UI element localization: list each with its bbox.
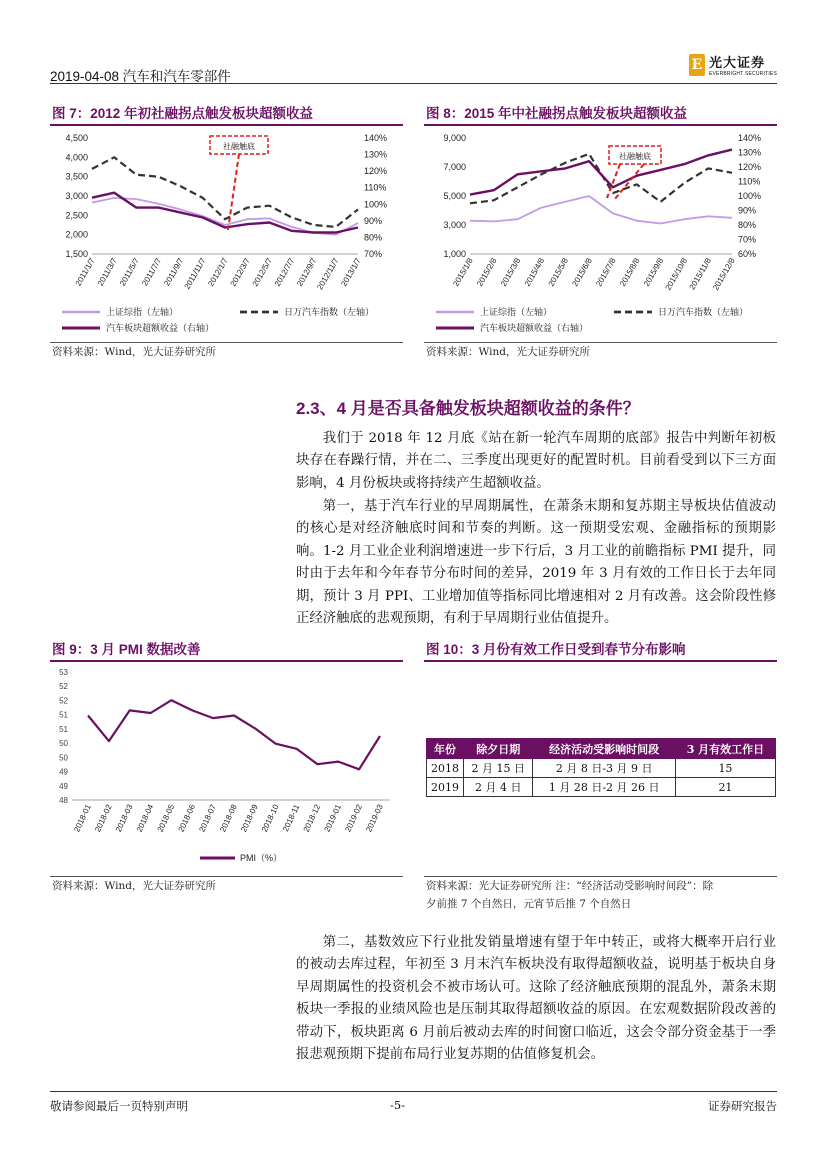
table-header-row: [427, 739, 776, 759]
legend-label: 上证综指（左轴）: [480, 307, 553, 317]
fig9-source: 资料来源：Wind，光大证券研究所: [52, 880, 216, 892]
y-right-tick-label: 130%: [364, 149, 388, 160]
x-tick-label: 2015/4/8: [522, 256, 547, 288]
fig8-annotation-arrow-2: [614, 164, 644, 200]
y-right-tick-label: 80%: [738, 220, 757, 230]
y-right-tick-label: 120%: [738, 162, 762, 172]
x-tick-label: 2015/9/8: [641, 256, 666, 288]
series-line: [470, 196, 732, 224]
x-tick-label: 2015/5/8: [546, 256, 571, 288]
footer-disclaimer-link: 敬请参阅最后一页特别声明: [50, 1099, 188, 1113]
y-right-tick-label: 80%: [364, 232, 383, 243]
fig8-title: 图 8：2015 年中社融拐点触发板块超额收益: [426, 106, 688, 121]
y-right-tick-label: 100%: [738, 191, 762, 201]
y-tick-label: 48: [59, 796, 68, 805]
y-right-tick-label: 90%: [738, 205, 757, 216]
fig9-title: 图 9：3 月 PMI 数据改善: [52, 642, 201, 657]
y-left-tick-label: 2,500: [65, 210, 88, 221]
x-tick-label: 2011/7/7: [140, 256, 164, 288]
y-right-tick-label: 120%: [364, 166, 388, 177]
page-number: -5-: [390, 1098, 406, 1112]
y-tick-label: 50: [59, 753, 68, 763]
x-tick-label: 2015/11/8: [687, 256, 713, 292]
series-line: [470, 150, 732, 195]
x-tick-label: 2011/9/7: [162, 256, 186, 288]
fig7-source-rule: [50, 342, 403, 343]
x-tick-label: 2015/8/8: [618, 256, 642, 288]
x-tick-label: 2015/2/8: [475, 256, 499, 288]
y-left-tick-label: 7,000: [443, 162, 466, 172]
series-line: [88, 700, 380, 769]
table-cell: 21: [675, 778, 775, 797]
y-left-tick-label: 3,500: [65, 171, 88, 182]
section-title: 2.3、4 月是否具备触发板块超额收益的条件？: [296, 399, 640, 418]
x-tick-label: 2018-08: [218, 803, 239, 834]
legend-label: 汽车板块超额收益（右轴）: [480, 323, 589, 333]
x-tick-label: 2015/3/8: [499, 256, 523, 288]
y-tick-label: 53: [59, 668, 68, 677]
fig10-source-line-2: 夕前推 7 个自然日，元宵节后推 7 个自然日: [426, 898, 632, 910]
fig9-chart: [50, 662, 405, 874]
x-tick-label: 2011/5/7: [117, 256, 142, 288]
fig10-title: 图 10：3 月份有效工作日受到春节分布影响: [426, 642, 686, 657]
x-tick-label: 2018-07: [197, 803, 218, 834]
paragraph-2: 第一，基于汽车行业的早周期属性，在萧条末期和复苏期主导板块估值波动的核心是对经济触底时间和节奏的判断。这一预期受宏观、金融指标的预期影响。1-2 月工业企业利润增速进一步下行后，3 月工业的前瞻指标 PMI 提升，同时由于去年和今年春节分布时间的差异，2019 年 3 月有效的工作日长于去年同期，预计 3 月 PPI、工业增加值等指标同比增速相对 2 月有改善。这会阶段性修正经济触底的悲观预期，有利于早周期行业估值提升。: [296, 499, 776, 627]
table-header-cell: 3 月有效工作日: [675, 739, 775, 759]
x-tick-label: 2011/11/7: [182, 256, 208, 291]
legend-label: 汽车板块超额收益（右轴）: [106, 323, 215, 333]
table-cell: 2 月 8 日-3 月 9 日: [533, 759, 675, 778]
y-tick-label: 49: [59, 767, 68, 777]
table-cell: 1 月 28 日-2 月 26 日: [533, 778, 675, 797]
paragraph-3: 第二，基数效应下行业批发销量增速有望于年中转正，或将大概率开启行业的被动去库过程，年初至 3 月末汽车板块没有取得超额收益，说明基于板块自身早周期属性的投资机会不被市场认可。这除了经济触底预期的混乱外，萧条末期板块一季报的业绩风险也是压制其取得超额收益的原因。在宏观数据阶段改善的带动下，板块距离 6 月前后被动去库的时间窗口临近，这会令部分资金基于一季报悲观预期下提前布局行业复苏期的估值修复机会。: [296, 935, 776, 1063]
y-right-tick-label: 140%: [364, 133, 388, 143]
legend-label: 上证综指（左轴）: [106, 307, 179, 317]
x-tick-label: 2012/11/7: [315, 256, 341, 292]
y-right-tick-label: 100%: [364, 199, 388, 210]
y-left-tick-label: 3,000: [443, 220, 466, 230]
paragraph-1: 我们于 2018 年 12 月底《站在新一轮汽车周期的底部》报告中判断年初板块存在春躁行情，并在二、三季度出现更好的配置时机。目前看受到以下三方面影响，4 月份板块或将持续产生超额收益。: [296, 431, 776, 491]
y-tick-label: 50: [59, 739, 68, 749]
header-date-industry: 2019-04-08 汽车和汽车零部件: [50, 69, 231, 84]
x-tick-label: 2019-01: [322, 803, 344, 834]
footer-report-type: 证券研究报告: [708, 1099, 777, 1113]
y-tick-label: 52: [59, 682, 68, 692]
fig8-source-rule: [424, 342, 777, 343]
x-tick-label: 2018-09: [239, 803, 260, 834]
y-left-tick-label: 1,000: [443, 249, 466, 259]
table-header-cell: 经济活动受影响时间段: [533, 739, 675, 759]
x-tick-label: 2018-01: [72, 803, 93, 834]
y-right-tick-label: 90%: [364, 215, 383, 226]
page-footer: [50, 1091, 777, 1113]
y-right-tick-label: 140%: [738, 133, 762, 143]
x-tick-label: 2018-06: [176, 803, 198, 834]
table-cell: 2 月 15 日: [463, 759, 533, 778]
x-tick-label: 2018-03: [113, 803, 135, 834]
fig10-source-rule: [424, 876, 777, 877]
table-cell: 15: [675, 759, 775, 778]
y-right-tick-label: 70%: [364, 249, 383, 259]
x-tick-label: 2012/1/7: [206, 256, 230, 288]
logo-cn: 光大证券: [708, 56, 765, 71]
y-left-tick-label: 9,000: [443, 133, 466, 143]
fig9-source-rule: [50, 876, 403, 877]
y-tick-label: 49: [59, 781, 68, 791]
y-left-tick-label: 2,000: [65, 229, 88, 240]
x-tick-label: 2011/3/7: [95, 256, 119, 288]
x-tick-label: 2018-12: [301, 803, 323, 834]
series-line: [92, 157, 358, 227]
x-tick-label: 2018-04: [134, 803, 156, 834]
y-right-tick-label: 110%: [738, 176, 761, 187]
table-header-cell: 除夕日期: [463, 739, 533, 759]
y-right-tick-label: 130%: [738, 147, 762, 158]
y-left-tick-label: 3,000: [65, 191, 88, 201]
y-right-tick-label: 70%: [738, 234, 757, 245]
fig7-title: 图 7：2012 年初社融拐点触发板块超额收益: [52, 106, 314, 121]
fig10-rule: [424, 660, 777, 662]
fig8-annotation-text: 社融触底: [619, 152, 651, 161]
x-tick-label: 2012/5/7: [250, 256, 275, 288]
table-cell: 2019: [427, 778, 464, 797]
x-tick-label: 2019-03: [364, 803, 385, 834]
x-tick-label: 2019-02: [343, 803, 364, 834]
x-tick-label: 2013/1/7: [339, 256, 363, 288]
logo-en: EVERBRIGHT SECURITIES: [708, 71, 777, 77]
fig7-chart: [50, 126, 405, 341]
y-left-tick-label: 1,500: [65, 249, 88, 259]
x-tick-label: 2012/3/7: [228, 256, 252, 288]
x-tick-label: 2018-11: [281, 803, 302, 833]
y-right-tick-label: 110%: [364, 182, 387, 193]
x-tick-label: 2015/6/8: [570, 256, 594, 288]
fig7-annotation-text: 社融触底: [223, 142, 255, 151]
logo-mark-icon: E: [689, 54, 705, 76]
y-tick-label: 51: [59, 710, 68, 720]
y-left-tick-label: 4,000: [65, 152, 88, 163]
x-tick-label: 2012/7/7: [272, 256, 297, 288]
x-tick-label: 2012/9/7: [295, 256, 319, 288]
legend-label: PMI（%）: [240, 853, 283, 863]
x-tick-label: 2015/7/8: [594, 256, 618, 288]
table-row: [427, 759, 776, 778]
company-logo: [689, 52, 777, 77]
y-left-tick-label: 5,000: [443, 191, 466, 201]
x-tick-label: 2015/1/8: [451, 256, 475, 288]
x-tick-label: 2018-10: [259, 803, 281, 834]
table-header-cell: 年份: [427, 739, 464, 759]
x-tick-label: 2011/1/7: [73, 256, 97, 288]
fig10-source-line-1: 资料来源：光大证券研究所 注：“经济活动受影响时间段”：除: [426, 880, 714, 892]
y-tick-label: 52: [59, 696, 68, 706]
x-tick-label: 2015/10/8: [663, 256, 690, 292]
table-cell: 2 月 4 日: [463, 778, 533, 797]
fig10-table: [426, 738, 776, 797]
fig8-source: 资料来源：Wind，光大证券研究所: [426, 346, 590, 358]
fig7-annotation-arrow: [228, 154, 239, 230]
y-right-tick-label: 60%: [738, 249, 757, 259]
legend-label: 日万汽车指数（左轴）: [658, 307, 749, 317]
y-left-tick-label: 4,500: [65, 133, 88, 143]
page-header: [50, 56, 777, 84]
fig7-source: 资料来源：Wind，光大证券研究所: [52, 346, 216, 358]
table-row: [427, 778, 776, 797]
x-tick-label: 2018-05: [155, 803, 177, 834]
table-cell: 2018: [427, 759, 464, 778]
y-tick-label: 51: [59, 724, 68, 734]
legend-label: 日万汽车指数（左轴）: [284, 307, 375, 317]
x-tick-label: 2015/12/8: [711, 256, 737, 292]
fig8-chart: [424, 126, 779, 341]
x-tick-label: 2018-02: [93, 803, 114, 834]
